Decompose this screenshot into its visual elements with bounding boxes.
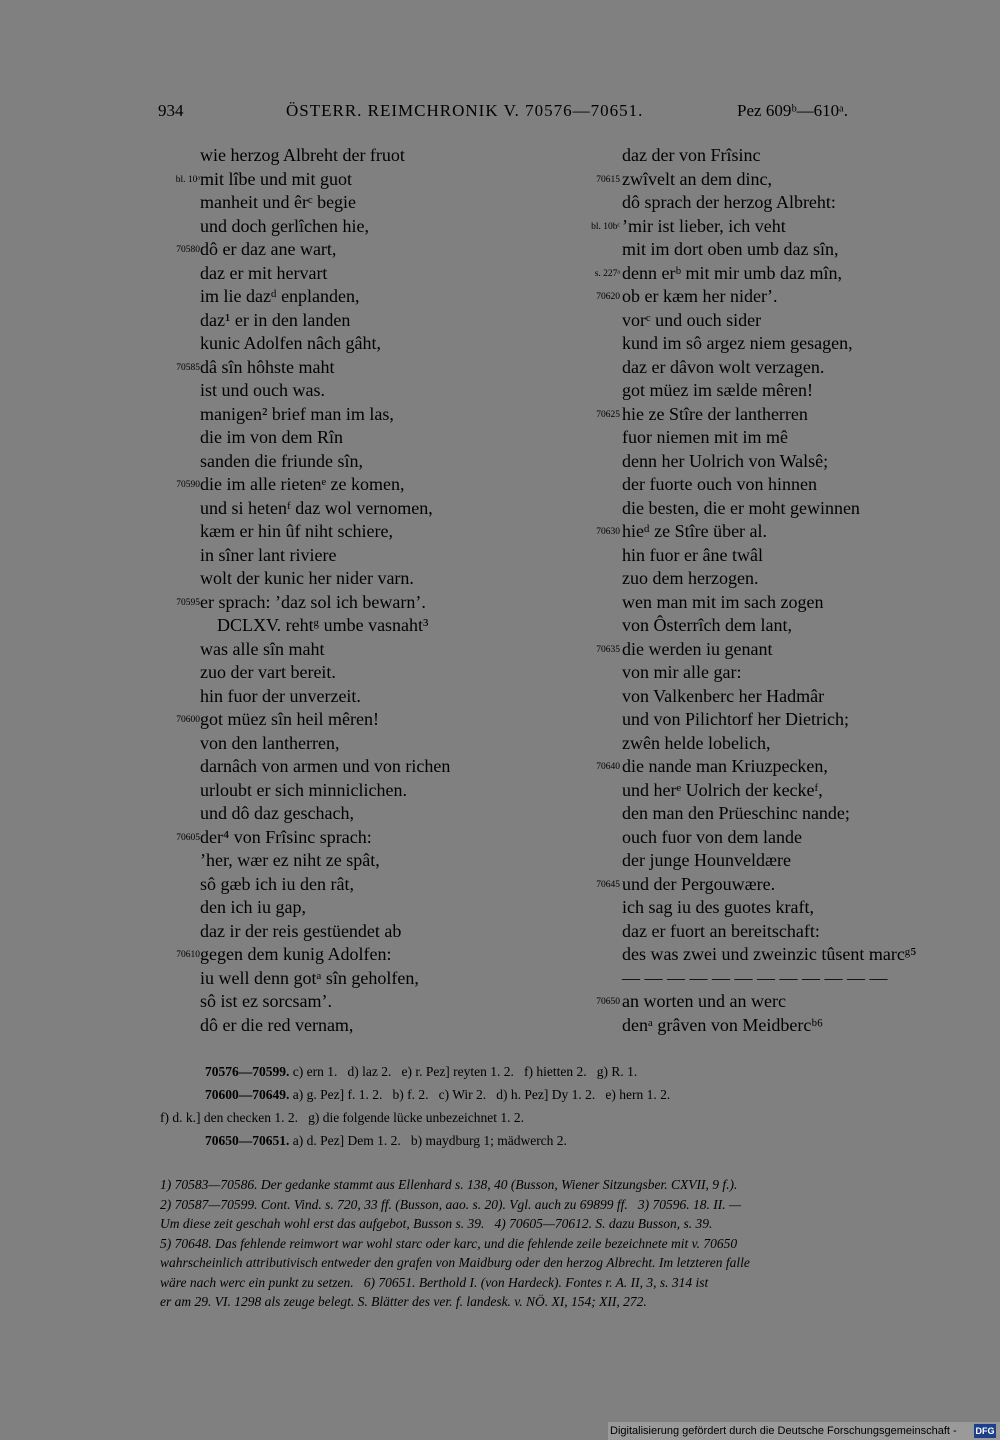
verse-line <box>565 591 985 615</box>
verse-line <box>150 426 570 450</box>
verse-line <box>565 661 985 685</box>
verse-line <box>150 191 570 215</box>
page-number: 934 <box>158 101 184 120</box>
verse-text: manheit und êrᶜ begie <box>200 192 357 212</box>
running-title: ÖSTERR. REIMCHRONIK V. 70576—70651. <box>286 101 644 120</box>
critical-apparatus <box>160 1060 980 1152</box>
verse-text: von den lantherren, <box>200 732 340 753</box>
verse-line <box>565 779 985 803</box>
verse-text: ob er kæm her niderʼ. <box>622 286 778 306</box>
line-marker: 70580 <box>176 245 200 255</box>
verse-text: kæm er hin ûf niht schiere, <box>200 521 393 541</box>
verse-text: darnâch von armen und von richen <box>200 756 451 776</box>
verse-line <box>150 356 570 380</box>
verse-line <box>565 638 985 662</box>
line-marker: 70645 <box>596 879 620 890</box>
verse-text: der junge Hounveldære <box>622 850 791 870</box>
verse-line <box>565 309 985 333</box>
verse-text: daz er dâvon wolt verzagen. <box>622 356 825 377</box>
line-marker: 70600 <box>176 715 200 725</box>
verse-text: urloubt er sich minniclichen. <box>200 779 407 800</box>
verse-line <box>565 215 985 239</box>
verse-line <box>565 168 985 192</box>
verse-text: von Ôsterrîch dem lant, <box>622 615 792 635</box>
verse-line <box>565 685 985 709</box>
verse-line <box>150 379 570 403</box>
verse-line <box>150 285 570 309</box>
verse-line <box>565 191 985 215</box>
verse-line <box>150 708 570 732</box>
verse-text: daz der von Frîsinc <box>622 145 761 165</box>
verse-text: zuo der vart bereit. <box>200 662 336 682</box>
verse-line <box>565 873 985 897</box>
verse-text: im lie dazᵈ enplanden, <box>200 286 360 306</box>
verse-line <box>150 614 570 638</box>
apparatus-line <box>160 1083 980 1106</box>
pez-reference: Pez 609ᵇ—610ᵃ. <box>737 101 848 120</box>
verse-text: in sîner lant riviere <box>200 544 337 565</box>
verse-text: dô sprach der herzog Albreht: <box>622 192 836 212</box>
verse-line <box>150 238 570 262</box>
verse-text: die besten, die er moht gewinnen <box>622 497 860 518</box>
verse-text: ich sag iu des guotes kraft, <box>622 897 814 917</box>
verse-text: den man den Prüeschinc nande; <box>622 803 850 823</box>
verse-line <box>565 802 985 826</box>
verse-text: und herᵉ Uolrich der keckeᶠ, <box>622 779 823 800</box>
line-marker: 70630 <box>596 527 620 537</box>
line-marker: 70610 <box>176 950 200 960</box>
verse-line <box>150 544 570 568</box>
verse-line <box>565 426 985 450</box>
verse-line <box>565 262 985 286</box>
verse-line <box>565 403 985 427</box>
verse-text: die im von dem Rîn <box>200 427 343 447</box>
footnote-line: Um diese zeit geschah wohl erst das aufgebot, Busson s. 39. 4) 70605—70612. S. dazu Busson, s. 39. <box>160 1216 713 1231</box>
right-verse-column <box>565 144 985 1037</box>
verse-line <box>150 896 570 920</box>
verse-line <box>150 943 570 967</box>
verse-text: kunic Adolfen nâch gâht, <box>200 333 381 353</box>
verse-line <box>150 661 570 685</box>
verse-line <box>565 356 985 380</box>
verse-text: und der Pergouwære. <box>622 873 776 894</box>
footnote-line: er am 29. VI. 1298 als zeuge belegt. S. Blätter des ver. f. landesk. v. NÖ. XI, 154; XII, 272. <box>160 1294 647 1309</box>
line-marker: 70625 <box>596 409 620 420</box>
verse-text: ist und ouch was. <box>200 380 325 400</box>
verse-line <box>150 732 570 756</box>
verse-text: wen man mit im sach zogen <box>622 591 824 612</box>
verse-text: der fuorte ouch von hinnen <box>622 474 817 494</box>
verse-line <box>150 473 570 497</box>
verse-text: von mir alle gar: <box>622 662 742 682</box>
verse-line <box>150 497 570 521</box>
verse-text: ʼher, wær ez niht ze spât, <box>200 850 380 870</box>
verse-line <box>565 990 985 1014</box>
verse-line <box>150 967 570 991</box>
verse-line <box>150 1014 570 1038</box>
verse-line <box>150 309 570 333</box>
verse-text: hin fuor der unverzeit. <box>200 685 361 706</box>
verse-line <box>565 144 985 168</box>
line-marker: 70590 <box>176 480 200 490</box>
verse-text: mit lîbe und mit guot <box>200 168 352 189</box>
verse-line <box>150 520 570 544</box>
verse-line <box>150 685 570 709</box>
verse-text: den ich iu gap, <box>200 897 306 917</box>
apparatus-text: a) g. Pez] f. 1. 2. b) f. 2. c) Wir 2. d) h. Pez] Dy 1. 2. e) hern 1. 2. <box>289 1087 671 1102</box>
line-marker: 70615 <box>596 174 620 185</box>
verse-line <box>565 379 985 403</box>
verse-text: und von Pilichtorf her Dietrich; <box>622 709 849 729</box>
apparatus-range: 70576—70599. <box>205 1064 290 1079</box>
verse-text: hie ze Stîre der lantherren <box>622 403 808 424</box>
verse-text: sô ist ez sorcsamʼ. <box>200 991 332 1011</box>
verse-line <box>565 943 985 967</box>
verse-text: got müez sîn heil mêren! <box>200 709 379 729</box>
line-marker: s. 227ᵃ <box>594 268 620 279</box>
verse-text: an worten und an werc <box>622 991 786 1011</box>
verse-line <box>150 450 570 474</box>
verse-line <box>565 285 985 309</box>
footnote-line: wahrscheinlich attributivisch entweder den grafen von Maidburg oder den herzog Albrecht. Im letzteren falle <box>160 1255 750 1270</box>
verse-text: manigen² brief man im las, <box>200 403 394 424</box>
line-marker: 70605 <box>176 832 200 843</box>
apparatus-line <box>160 1129 980 1152</box>
verse-text: — — — — — — — — — — — — <box>622 967 888 988</box>
verse-line <box>565 826 985 850</box>
apparatus-range: 70600—70649. <box>205 1087 290 1102</box>
verse-text: was alle sîn maht <box>200 638 325 659</box>
verse-text: iu well denn gotᵃ sîn geholfen, <box>200 967 419 988</box>
verse-text: denn her Uolrich von Walsê; <box>622 450 829 471</box>
verse-text: von Valkenberc her Hadmâr <box>622 685 825 706</box>
verse-text: daz er mit hervart <box>200 262 328 283</box>
verse-text: DCLXV. rehtᵍ umbe vasnaht³ <box>217 615 429 635</box>
verse-text: dâ sîn hôhste maht <box>200 356 335 377</box>
verse-text: ouch fuor von dem lande <box>622 826 802 847</box>
line-marker: bl. 10bᶜ <box>591 221 620 232</box>
verse-text: vorᶜ und ouch sider <box>622 309 762 330</box>
apparatus-line <box>160 1060 980 1083</box>
apparatus-text: c) ern 1. d) laz 2. e) r. Pez] reyten 1. 2. f) hietten 2. g) R. 1. <box>289 1064 638 1079</box>
verse-line <box>565 967 985 991</box>
verse-text: denn erᵇ mit mir umb daz mîn, <box>622 262 843 283</box>
verse-text: dô er die red vernam, <box>200 1014 354 1035</box>
line-marker: 70620 <box>596 292 620 302</box>
verse-line <box>150 262 570 286</box>
verse-text: und doch gerlîchen hie, <box>200 215 369 236</box>
verse-line <box>565 238 985 262</box>
verse-text: sô gæb ich iu den rât, <box>200 873 354 894</box>
line-marker: 70595 <box>176 597 200 608</box>
verse-text: der⁴ von Frîsinc sprach: <box>200 826 372 847</box>
verse-line <box>565 896 985 920</box>
verse-line <box>565 520 985 544</box>
verse-line <box>565 849 985 873</box>
verse-line <box>565 473 985 497</box>
verse-line <box>565 450 985 474</box>
verse-line <box>565 708 985 732</box>
apparatus-line <box>160 1106 980 1129</box>
footnotes <box>160 1175 980 1312</box>
footnote-line: 5) 70648. Das fehlende reimwort war wohl starc oder karc, und die fehlende zeile bezeichnete mit v. 70650 <box>160 1235 738 1251</box>
verse-text: denᵃ grâven von Meidbercᵇ⁶ <box>622 1014 824 1035</box>
line-marker: 70650 <box>596 997 620 1007</box>
verse-line <box>150 990 570 1014</box>
footer-text: Digitalisierung gefördert durch die Deutsche Forschungsgemeinschaft - <box>610 1425 957 1437</box>
line-marker: bl. 10ᵃ <box>175 174 200 185</box>
verse-text: mit im dort oben umb daz sîn, <box>622 239 839 259</box>
verse-text: daz ir der reis gestüendet ab <box>200 920 402 941</box>
verse-text: hin fuor er âne twâl <box>622 544 763 565</box>
verse-line <box>565 1014 985 1038</box>
verse-text: daz er fuort an bereitschaft: <box>622 920 820 941</box>
apparatus-range: 70650—70651. <box>205 1133 290 1148</box>
verse-text: daz¹ er in den landen <box>200 309 351 330</box>
verse-text: und si hetenᶠ daz wol vernomen, <box>200 497 433 518</box>
verse-line <box>150 849 570 873</box>
verse-line <box>565 755 985 779</box>
verse-line <box>150 591 570 615</box>
verse-line <box>150 168 570 192</box>
verse-text: sanden die friunde sîn, <box>200 450 363 471</box>
verse-line <box>150 779 570 803</box>
verse-text: gegen dem kunig Adolfen: <box>200 944 392 964</box>
verse-text: kund im sô argez niem gesagen, <box>622 333 853 353</box>
verse-line <box>150 215 570 239</box>
verse-line <box>150 802 570 826</box>
left-verse-column <box>150 144 570 1037</box>
apparatus-text: f) d. k.] den checken 1. 2. g) die folgende lücke unbezeichnet 1. 2. <box>160 1110 524 1125</box>
verse-text: wie herzog Albreht der fruot <box>200 145 405 165</box>
dfg-logo: DFG <box>975 1426 995 1436</box>
verse-text: die nande man Kriuzpecken, <box>622 756 828 776</box>
verse-text: und dô daz geschach, <box>200 803 354 823</box>
verse-text: des was zwei und zweinzic tûsent marcᵍ⁵ <box>622 944 917 964</box>
verse-text: zwên helde lobelich, <box>622 732 771 753</box>
line-marker: 70585 <box>176 362 200 373</box>
verse-text: zwîvelt an dem dinc, <box>622 168 772 189</box>
verse-text: hieᵈ ze Stîre über al. <box>622 521 768 541</box>
verse-line <box>565 544 985 568</box>
line-marker: 70635 <box>596 644 620 655</box>
footnote-line: 2) 70587—70599. Cont. Vind. s. 720, 33 ff. (Busson, aao. s. 20). Vgl. auch zu 69899 ff. 3) 70596. 18. II. — <box>160 1196 741 1212</box>
footnote-line: wäre nach werc ein punkt zu setzen. 6) 70651. Berthold I. (von Hardeck). Fontes r. A. II, 3, s. 314 ist <box>160 1274 709 1290</box>
apparatus-text: a) d. Pez] Dem 1. 2. b) maydburg 1; mädwerch 2. <box>289 1133 567 1148</box>
verse-line <box>150 826 570 850</box>
verse-text: zuo dem herzogen. <box>622 568 759 588</box>
verse-text: ʼmir ist lieber, ich veht <box>622 215 786 236</box>
verse-line <box>150 567 570 591</box>
verse-line <box>565 567 985 591</box>
verse-text: die im alle rietenᵉ ze komen, <box>200 474 405 494</box>
verse-line <box>150 403 570 427</box>
verse-line <box>565 920 985 944</box>
verse-line <box>150 873 570 897</box>
line-marker: 70640 <box>596 762 620 772</box>
verse-line <box>565 332 985 356</box>
verse-text: fuor niemen mit im mê <box>622 427 788 447</box>
verse-text: er sprach: ʼdaz sol ich bewarnʼ. <box>200 591 426 612</box>
verse-text: die werden iu genant <box>622 638 773 659</box>
verse-text: got müez im sælde mêren! <box>622 380 813 400</box>
verse-line <box>150 144 570 168</box>
verse-line <box>150 332 570 356</box>
verse-line <box>150 755 570 779</box>
verse-text: dô er daz ane wart, <box>200 239 337 259</box>
dfg-footer <box>608 1422 1000 1440</box>
verse-text: wolt der kunic her nider varn. <box>200 568 414 588</box>
verse-line <box>565 614 985 638</box>
verse-line <box>150 920 570 944</box>
verse-line <box>565 732 985 756</box>
verse-line <box>565 497 985 521</box>
page-header <box>158 101 848 127</box>
footnote-line: 1) 70583—70586. Der gedanke stammt aus Ellenhard s. 138, 40 (Busson, Wiener Sitzungsber. CXVII, 9 f.). <box>160 1177 738 1192</box>
verse-line <box>150 638 570 662</box>
